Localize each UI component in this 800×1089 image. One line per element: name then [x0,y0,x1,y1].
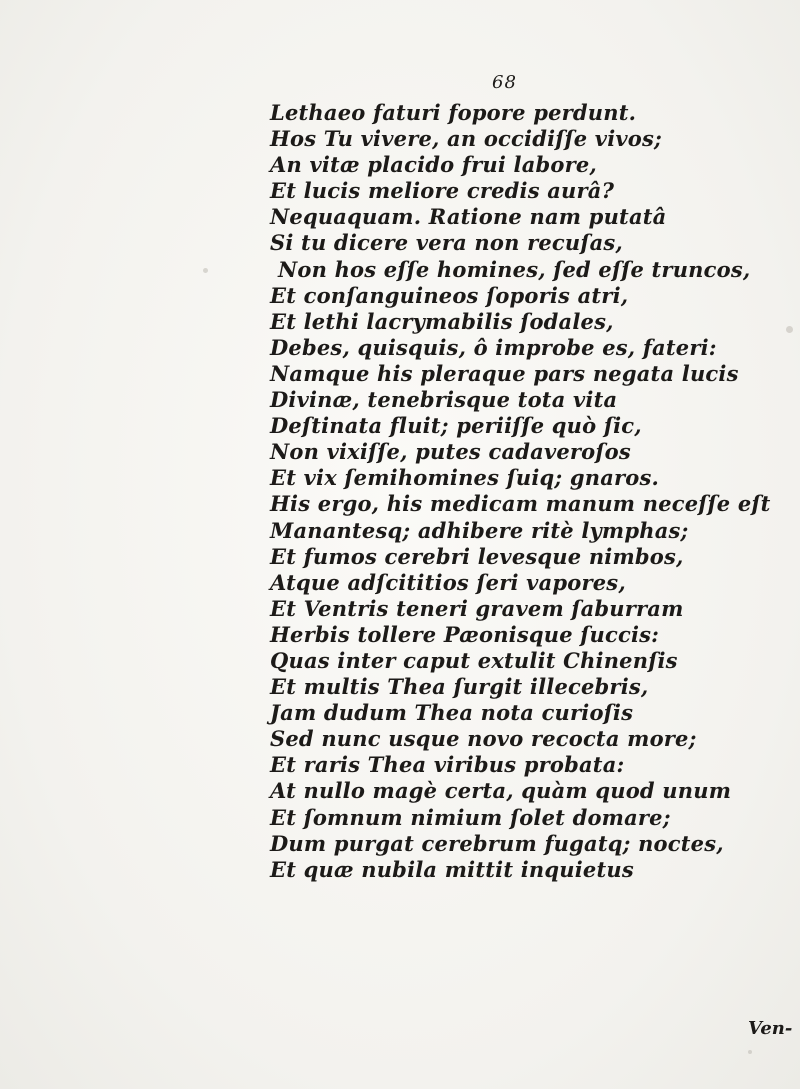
verse-line: Et raris Thea viribus probata: [270,752,625,778]
verse-line: Nequaquam. Ratione nam putatâ [270,204,667,230]
verse-line: Non vixiſſe, putes cadaveroſos [270,439,631,465]
verse-line: Deſtinata fluit; periiſſe quò ſic, [270,413,642,439]
poem-text [270,100,770,883]
verse-line: Herbis tollere Pæonisque ſuccis: [270,621,660,647]
verse-line: Namque his pleraque pars negata lucis [270,360,739,386]
page-number: 68 [492,72,517,93]
verse-line: Et Ventris teneri gravem ſaburram [270,595,684,621]
verse-line: Non hos eſſe homines, ſed eſſe truncos, [278,256,751,282]
ink-spot [786,326,793,333]
verse-line: Et fumos cerebri levesque nimbos, [270,543,684,569]
verse-line: Jam dudum Thea nota curioſis [270,700,634,726]
verse-line: Atque adſcititios ſeri vapores, [270,569,626,595]
verse-line: Lethaeo faturi fopore perdunt. [270,100,637,125]
verse-line: Et ſomnum nimium ſolet domare; [270,804,671,830]
verse-line: Divinæ, tenebrisque tota vita [270,387,618,413]
verse-line: Et conſanguineos ſoporis atri, [270,282,629,308]
verse-line: Et quæ nubila mittit inquietus [270,856,634,882]
verse-line: Sed nunc usque novo recocta more; [270,726,697,752]
verse-line: Manantesq; adhibere ritè lymphas; [270,517,689,543]
verse-line: An vitæ placido frui labore, [270,152,597,178]
verse-line: At nullo magè certa, quàm quod unum [270,778,732,804]
verse-line: Debes, quisquis, ô improbe es, fateri: [270,334,717,360]
verse-line: His ergo, his medicam manum neceſſe eſt [270,491,771,517]
ink-spot [203,268,208,273]
verse-line: Si tu dicere vera non recuſas, [270,230,623,256]
verse-line: Dum purgat cerebrum fugatq; noctes, [270,830,724,856]
verse-line: Et vix ſemihomines ſuiq; gnaros. [270,465,660,491]
verse-line: Et multis Thea ſurgit illecebris, [270,674,649,700]
catchword: Ven- [748,1018,793,1039]
verse-line: Hos Tu vivere, an occidiſſe vivos; [270,126,662,152]
verse-line: Et lethi lacrymabilis ſodales, [270,308,614,334]
verse-line: Et lucis meliore credis aurâ? [270,178,615,204]
ink-spot [748,1050,752,1054]
verse-line: Quas inter caput extulit Chinenſis [270,647,678,673]
